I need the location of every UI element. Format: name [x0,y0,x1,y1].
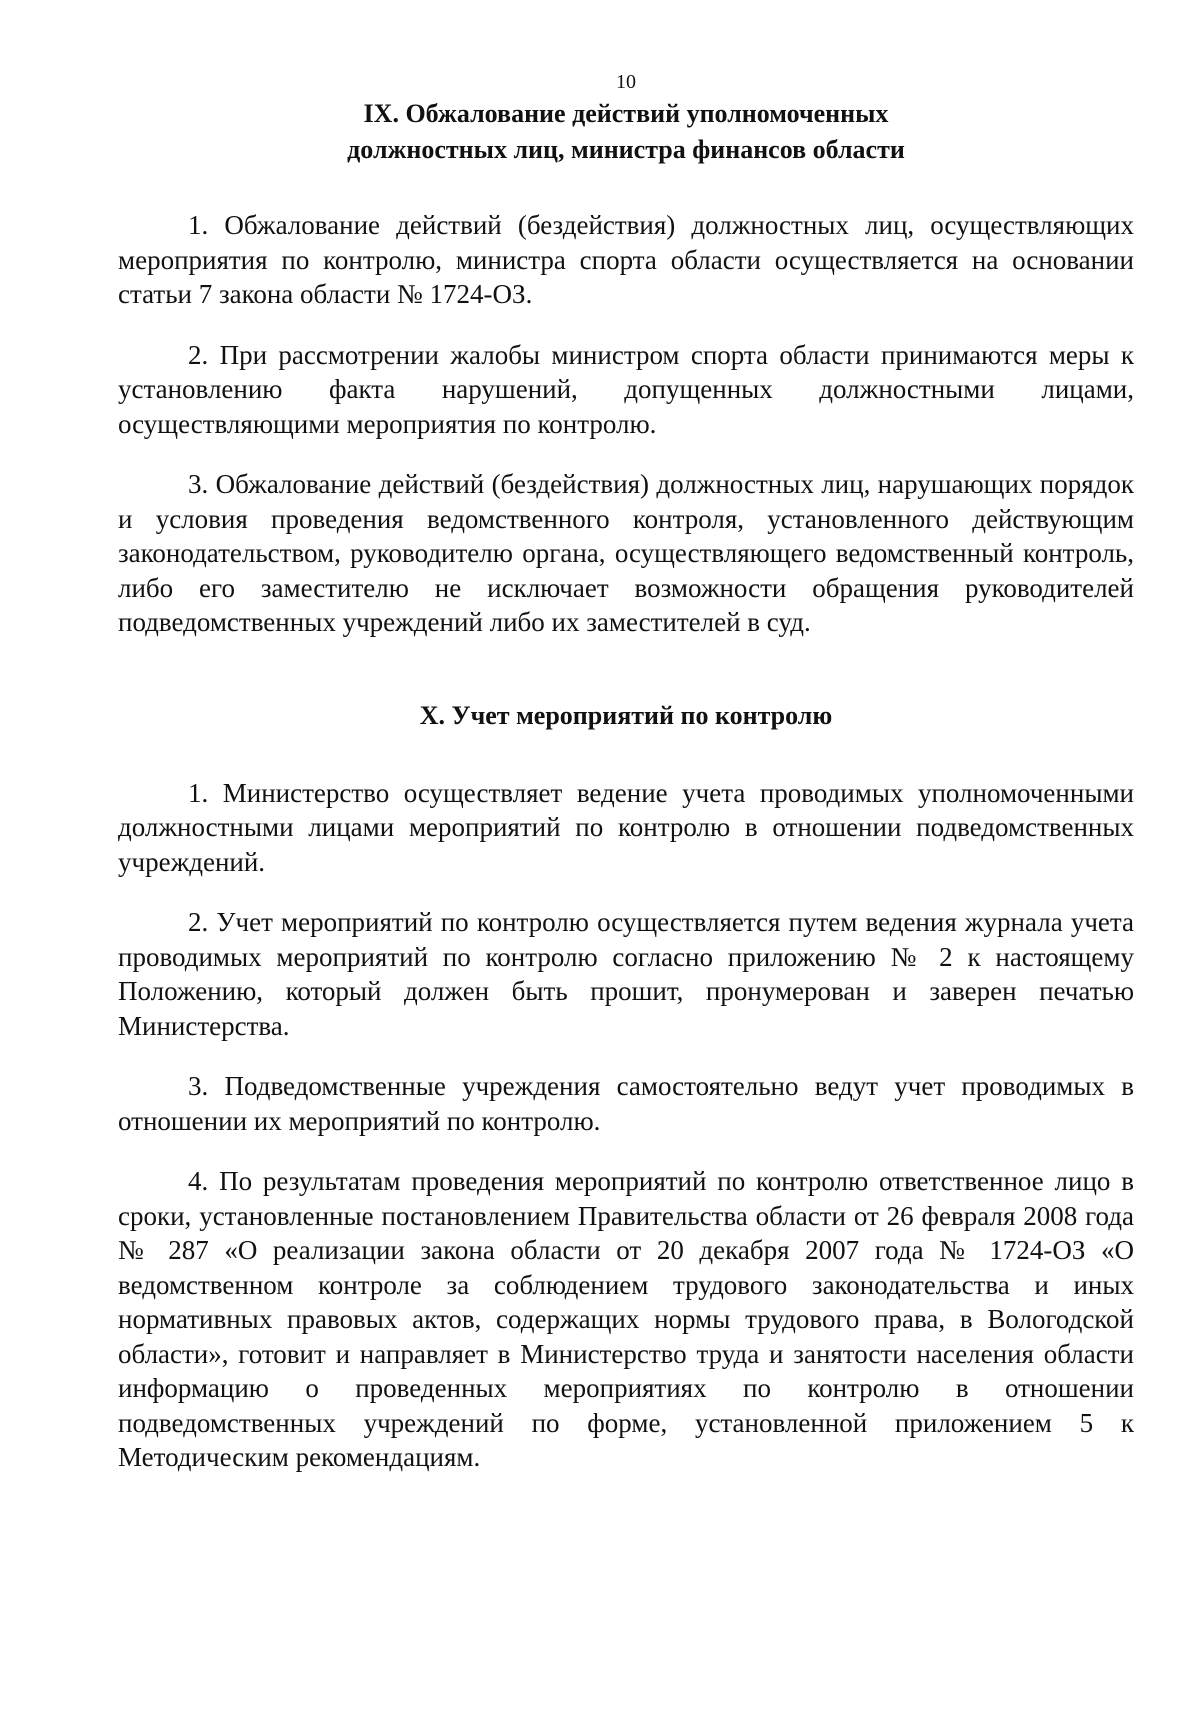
section-x-paragraph-4: 4. По результатам проведения мероприятий по контролю ответственное лицо в сроки, установленные постановлением Правительства области от 26 февраля 2008 года № 287 «О реализации закона области от 20 декабря 2007 года № 1724-ОЗ «О ведомственном контроле за соблюдением трудового законодательства и иных нормативных правовых актов, содержащих нормы трудового права, в Вологодской области», готовит и направляет в Министерство труда и занятости населения области информацию о проведенных мероприятиях по контролю в отношении подведомственных учреждений по форме, установленной приложением 5 к Методическим рекомендациям. [118,1166,1134,1472]
section-ix-paragraph-2: 2. При рассмотрении жалобы министром спорта области принимаются меры к установлению факта нарушений, допущенных должностными лицами, осуществляющими мероприятия по контролю. [118,339,1134,439]
section-ix-paragraph-1: 1. Обжалование действий (бездействия) должностных лиц, осуществляющих мероприятия по контролю, министра спорта области осуществляется на основании статьи 7 закона области № 1724-ОЗ. [118,210,1134,309]
section-ix-title-line-1: IX. Обжалование действий уполномоченных [363,99,889,128]
section-ix-paragraph-3: 3. Обжалование действий (бездействия) должностных лиц, нарушающих порядок и условия проведения ведомственного контроля, установленного действующим законодательством, руководителю органа, осуществляющего ведомственный контроль, либо его заместителю не исключает возможности обращения руководителей подведомственных учреждений либо их заместителей в суд. [118,469,1134,637]
section-x-paragraph-1: 1. Министерство осуществляет ведение учета проводимых уполномоченными должностными лицами мероприятий по контролю в отношении подведомственных учреждений. [118,777,1134,877]
section-ix-title-line-2: должностных лиц, министра финансов области [347,135,905,164]
section-x-paragraph-3: 3. Подведомственные учреждения самостоятельно ведут учет проводимых в отношении их мероприятий по контролю. [118,1071,1134,1136]
document-page [118,70,1134,1475]
section-x-paragraph-2: 2. Учет мероприятий по контролю осуществляется путем ведения журнала учета проводимых мероприятий по контролю согласно приложению № 2 к настоящему Положению, который должен быть прошит, пронумерован и заверен печатью Министерства. [118,907,1134,1041]
page-number: 10 [616,71,636,93]
section-x-title: X. Учет мероприятий по контролю [419,700,833,730]
